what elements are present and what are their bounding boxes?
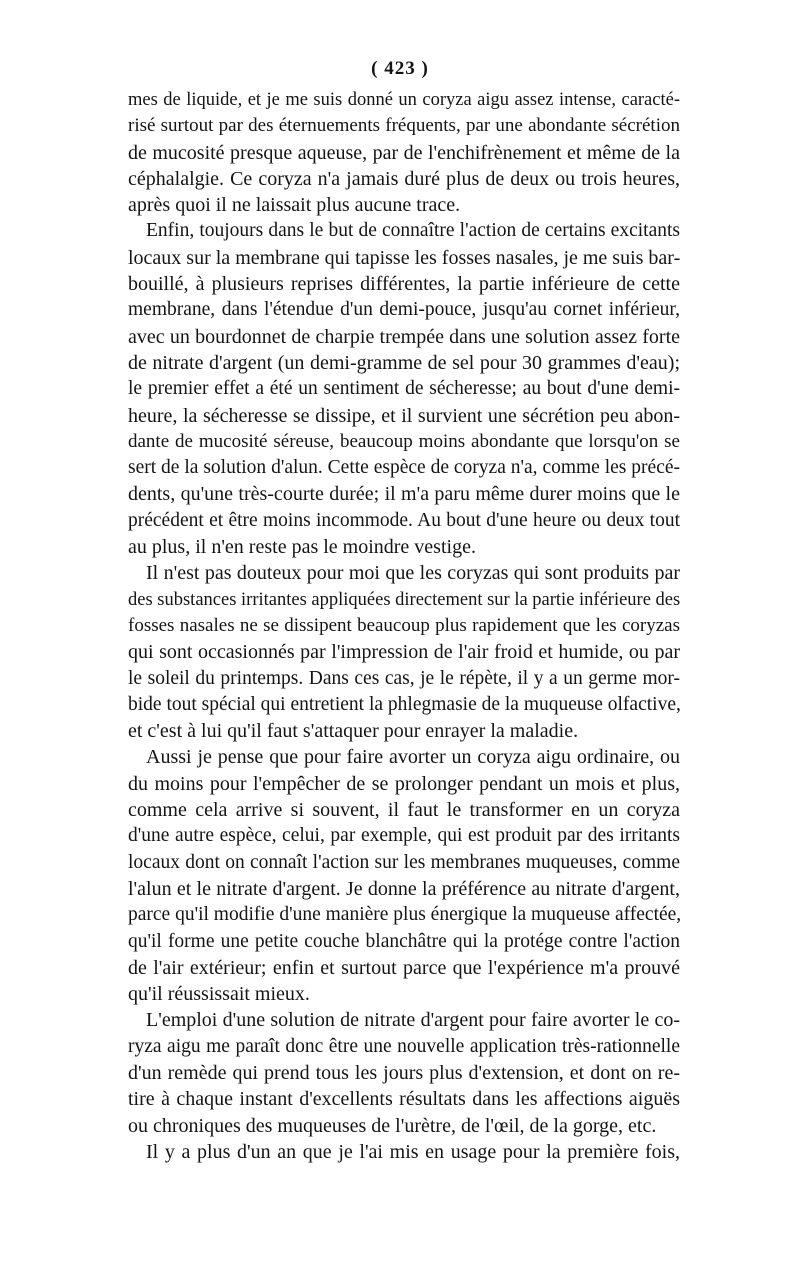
text-line: Il y a plus d'un an que je l'ai mis en usage pour la première fois, <box>146 1140 680 1163</box>
text-line: Aussi je pense que pour faire avorter un coryza aigu ordinaire, ou <box>146 746 680 769</box>
text-line: qui sont occasionnés par l'impression de l'air froid et humide, ou par <box>128 641 680 664</box>
text-line: locaux dont on connaît l'action sur les membranes muqueuses, comme <box>128 851 680 873</box>
text-line: tire à chaque instant d'excellents résultats dans les affections aiguës <box>128 1088 680 1111</box>
text-line: Il n'est pas douteux pour moi que les coryzas qui sont produits par <box>146 562 680 585</box>
text-line: Enfin, toujours dans le but de connaître l'action de certains excitants <box>146 220 680 242</box>
text-line: membrane, dans l'étendue d'un demi-pouce, jusqu'au cornet inférieur, <box>128 299 680 321</box>
text-line: qu'il réussissait mieux. <box>128 983 310 1006</box>
text-line: risé surtout par des éternuements fréquents, par une abondante sécrétion <box>128 115 680 137</box>
text-line: de l'air extérieur; enfin et surtout parce que l'expérience m'a prouvé <box>128 956 680 979</box>
text-line: du moins pour l'empêcher de se prolonger pendant un mois et plus, <box>128 772 680 795</box>
text-line: céphalalgie. Ce coryza n'a jamais duré plus de deux ou trois heures, <box>128 167 680 190</box>
text-line: ryza aigu me paraît donc être une nouvelle application très-rationnelle <box>128 1035 680 1057</box>
text-line: d'un remède qui prend tous les jours plus d'extension, et dont on re- <box>128 1061 680 1084</box>
text-line: parce qu'il modifie d'une manière plus énergique la muqueuse affectée, <box>128 904 682 926</box>
text-line: précédent et être moins incommode. Au bout d'une heure ou deux tout <box>128 509 680 531</box>
text-line: sert de la solution d'alun. Cette espèce de coryza n'a, comme les précé- <box>128 457 680 479</box>
text-line: et c'est à lui qu'il faut s'attaquer pour enrayer la maladie. <box>128 720 579 743</box>
text-line: le soleil du printemps. Dans ces cas, je le répète, il y a un germe mor- <box>128 667 680 689</box>
text-line: au plus, il n'en reste pas le moindre vestige. <box>128 536 476 559</box>
text-line: ou chroniques des muqueuses de l'urètre, de l'œil, de la gorge, etc. <box>128 1114 657 1137</box>
text-line: heure, la sécheresse se dissipe, et il survient une sécrétion peu abon- <box>128 404 680 427</box>
text-line: dents, qu'une très-courte durée; il m'a paru même durer moins que le <box>128 483 680 506</box>
text-line: mes de liquide, et je me suis donné un coryza aigu assez intense, caracté- <box>128 90 680 110</box>
text-line: fosses nasales ne se dissipent beaucoup plus rapidement que les coryzas <box>128 614 680 636</box>
body-text <box>128 87 680 1165</box>
page-number: ( 423 ) <box>371 58 429 79</box>
text-line: avec un bourdonnet de charpie trempée dans une solution assez forte <box>128 325 680 348</box>
text-line: le premier effet a été un sentiment de sécheresse; au bout d'une demi- <box>128 378 680 400</box>
text-line: dante de mucosité séreuse, beaucoup moins abondante que lorsqu'on se <box>128 430 680 452</box>
text-line: l'alun et le nitrate d'argent. Je donne la préférence au nitrate d'argent, <box>128 877 680 900</box>
text-line: d'une autre espèce, celui, par exemple, qui est produit par des irritants <box>128 825 680 847</box>
text-line: comme cela arrive si souvent, il faut le transformer en un coryza <box>128 799 680 822</box>
text-line: des substances irritantes appliquées directement sur la partie inférieure des <box>128 589 681 610</box>
text-line: de mucosité presque aqueuse, par de l'enchifrènement et même de la <box>128 141 680 164</box>
text-line: de nitrate d'argent (un demi-gramme de sel pour 30 grammes d'eau); <box>128 351 680 374</box>
text-line: après quoi il ne laissait plus aucune trace. <box>128 194 461 217</box>
text-line: locaux sur la membrane qui tapisse les fosses nasales, je me suis bar- <box>128 246 681 269</box>
text-line: qu'il forme une petite couche blanchâtre qui la protége contre l'action <box>128 930 680 952</box>
text-line: bide tout spécial qui entretient la phlegmasie de la muqueuse olfactive, <box>128 693 681 715</box>
text-line: L'emploi d'une solution de nitrate d'argent pour faire avorter le co- <box>146 1009 680 1032</box>
text-line: bouillé, à plusieurs reprises différentes, la partie inférieure de cette <box>128 273 680 296</box>
